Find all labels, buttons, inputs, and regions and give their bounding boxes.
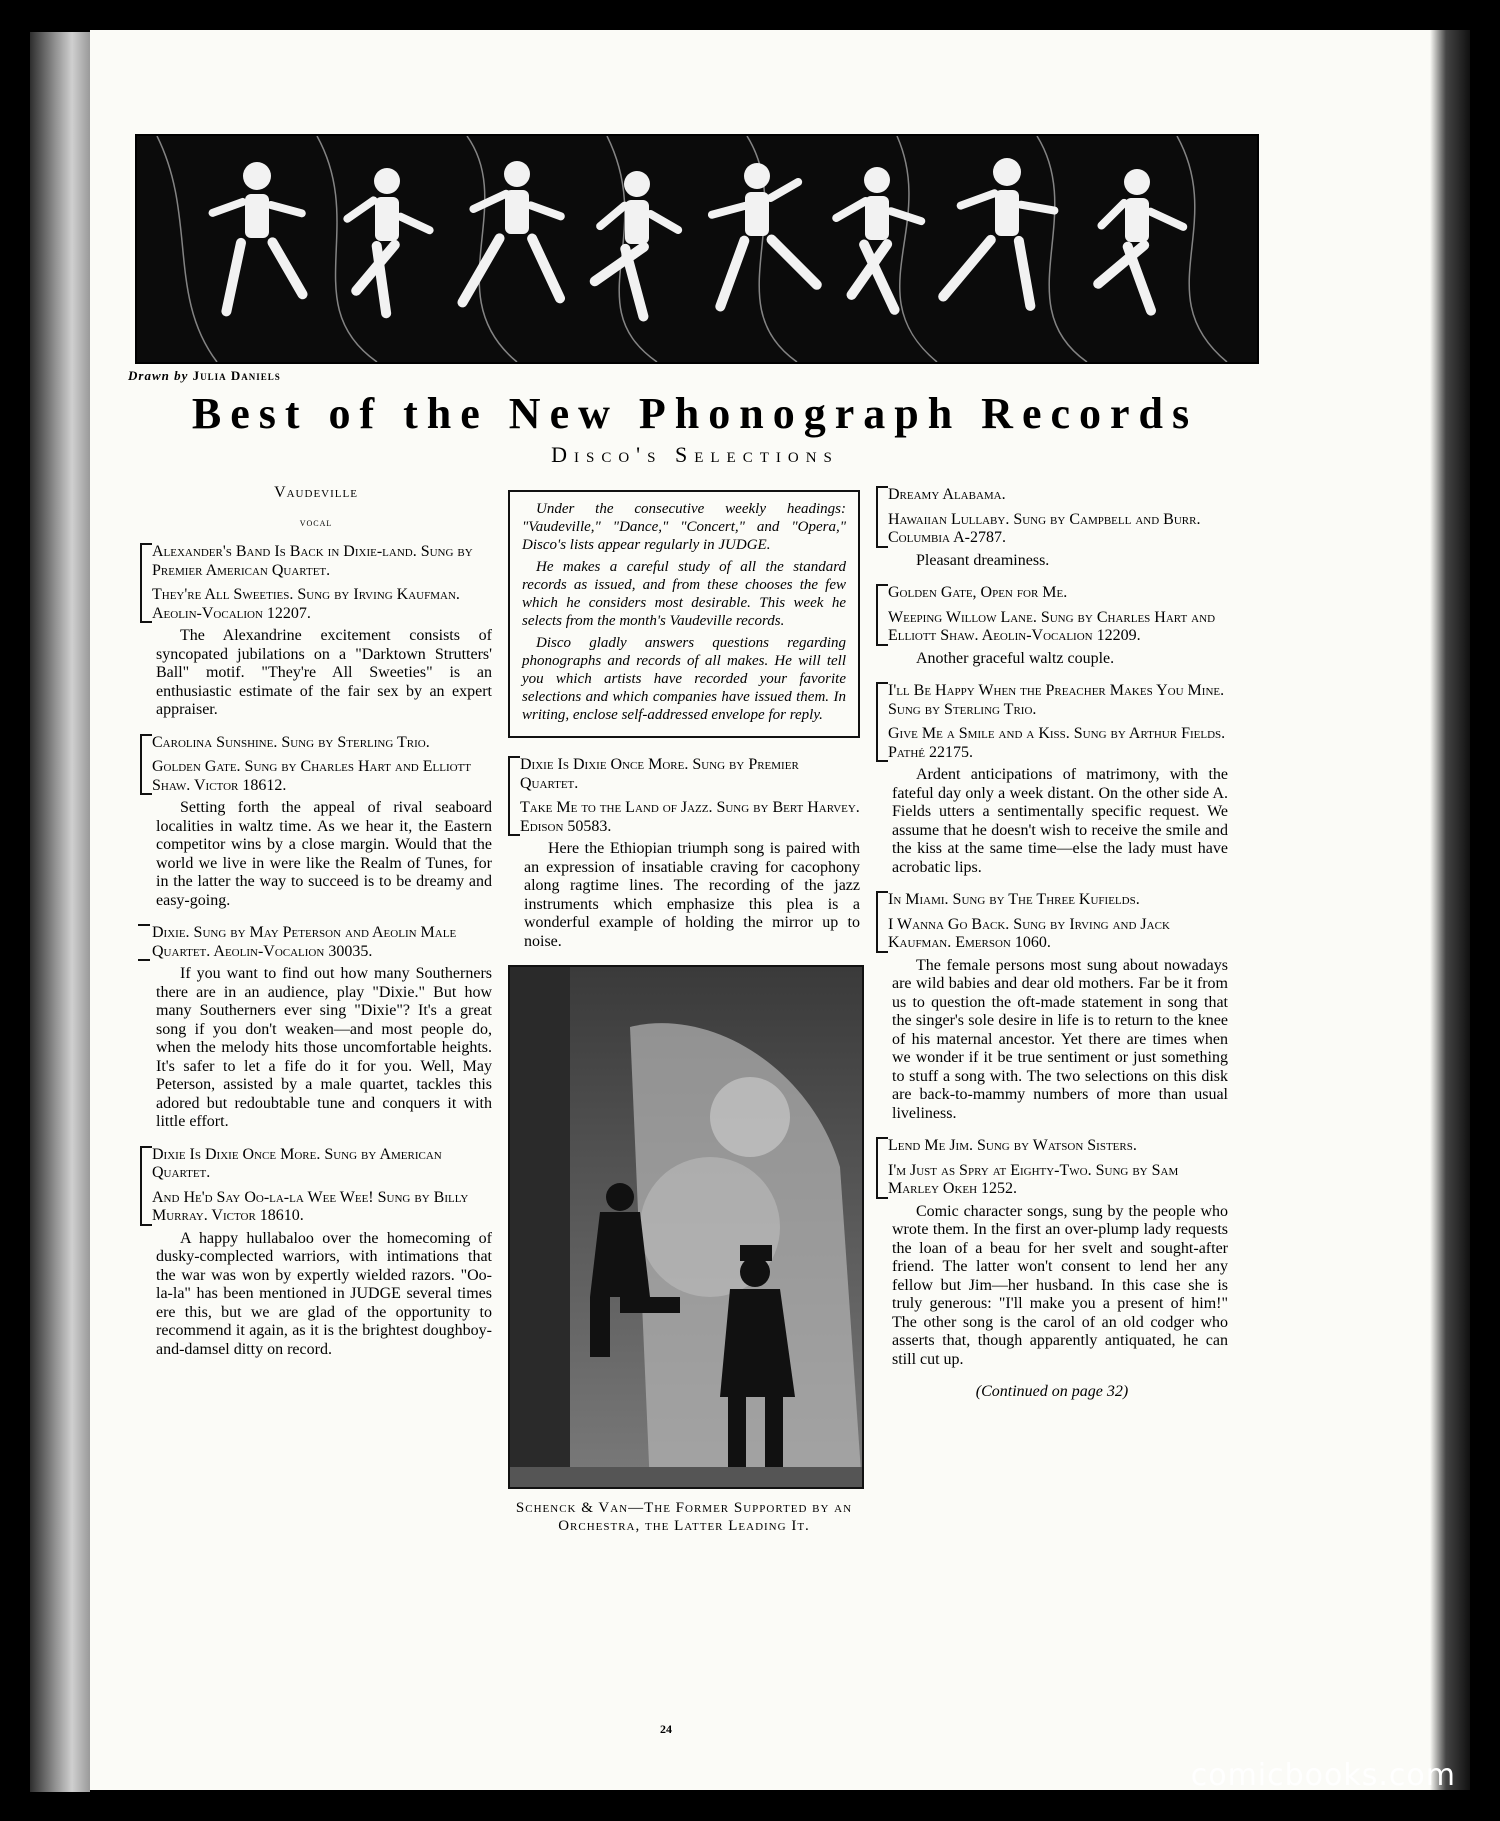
record-entry bbox=[876, 584, 1228, 646]
record-entry bbox=[876, 891, 1228, 953]
photo-caption: Schenck & Van—The Former Supported by an Orchestra, the Latter Leading It. bbox=[515, 1500, 853, 1534]
record-listing: I'm Just as Spry at Eighty-Two. Sung by Sam Marley Okeh 1252. bbox=[888, 1161, 1179, 1197]
record-listing: Dixie Is Dixie Once More. Sung by American Quartet. bbox=[152, 1145, 442, 1181]
credit-artist: Julia Daniels bbox=[192, 368, 281, 383]
record-entry bbox=[876, 1137, 1228, 1199]
record-review: If you want to find out how many Southerners there are in an audience, play "Dixie." But how many Southerners ever sing "Dixie"? It's a great song if you don't weaken—and most people do, when the melody hits those uncomfortable heights. It's safer to let a fife do it for you. Well, May Peterson, assisted by a male quartet, tackles this adored but redoubtable tune and conquers it with little effort. bbox=[156, 965, 492, 1130]
record-listing: Dreamy Alabama. bbox=[888, 486, 1006, 503]
record-entry bbox=[876, 486, 1228, 548]
book-binding bbox=[30, 32, 90, 1792]
record-review: Another graceful waltz couple. bbox=[916, 649, 1115, 667]
record-entry bbox=[140, 543, 492, 623]
record-listing: I'll Be Happy When the Preacher Makes You Mine. Sung by Sterling Trio. bbox=[888, 682, 1225, 718]
record-review: A happy hullabaloo over the homecoming of dusky-complected warriors, with intimations that the war was won by expertly wielded razors. "Oo-la-la" has been mentioned in JUDGE several times ere this, but we are glad of the opportunity to recommend it again, as it is the brightest doughboy-and-damsel ditty on record. bbox=[156, 1229, 492, 1358]
dancers-illustration bbox=[135, 134, 1259, 364]
record-listing: Take Me to the Land of Jazz. Sung by Bert Harvey. Edison 50583. bbox=[520, 799, 860, 835]
article-title: Best of the New Phonograph Records bbox=[191, 389, 1199, 438]
continued-note: (Continued on page 32) bbox=[975, 1383, 1129, 1400]
record-entry bbox=[140, 1146, 492, 1226]
column-right bbox=[876, 480, 1228, 1402]
record-listing: Lend Me Jim. Sung by Watson Sisters. bbox=[888, 1137, 1137, 1154]
record-listing: Weeping Willow Lane. Sung by Charles Hart and Elliott Shaw. Aeolin-Vocalion 12209. bbox=[888, 608, 1216, 644]
record-listing: Golden Gate, Open for Me. bbox=[888, 584, 1068, 601]
record-review: Setting forth the appeal of rival seaboard localities in waltz time. As we hear it, the Eastern competitor wins by a close margin. Would that the world we live in were like the Realm of Tunes, for in the latter the way to succeed is to be dreamy and easy-going. bbox=[156, 799, 492, 909]
record-review: Comic character songs, sung by the people who wrote them. In the first an over-plump lady requests the loan of a beau for her svelt and sought-after friend. The latter won't consent to lend her any fellow but Jim—her husband. In this case she is truly generous: "I'll make you a present of him!" The other song is the carol of an old codger who asserts that, though apparently antiquated, he can still cut up. bbox=[892, 1202, 1228, 1368]
credit-prefix: Drawn by bbox=[128, 368, 189, 383]
illustration-credit bbox=[128, 368, 281, 384]
performers-photo bbox=[508, 965, 864, 1489]
page-edge-shadow bbox=[1430, 30, 1470, 1790]
record-listing: And He'd Say Oo-la-la Wee Wee! Sung by Billy Murray. Victor 18610. bbox=[152, 1188, 469, 1224]
record-review: The female persons most sung about nowadays are wild babies and dear old mothers. Far be it from us to question the oft-made statement in song that the singer's sole desire in life is to return to the knee of his maternal ancestor. Yet there are times when we wonder if it be true sentiment or just something to stuff a song with. The two selections on this disk are back-to-mammy numbers of more than usual liveliness. bbox=[892, 956, 1228, 1122]
record-listing: I Wanna Go Back. Sung by Irving and Jack Kaufman. Emerson 1060. bbox=[888, 915, 1170, 951]
record-listing: Golden Gate. Sung by Charles Hart and Elliott Shaw. Victor 18612. bbox=[152, 758, 471, 794]
record-entry bbox=[140, 924, 492, 961]
note-paragraph: Under the consecutive weekly headings: "Vaudeville," "Dance," "Concert," and "Opera," Disco's lists appear regularly in JUDGE. bbox=[522, 501, 846, 553]
editor-note-box bbox=[508, 490, 860, 738]
record-review: Ardent anticipations of matrimony, with the fateful day only a week distant. On the other side A. Fields utters a sentimentally specific request. We assume that he doesn't wish to receive the smile and the kiss at the same time—else the lady must have acrobatic lips. bbox=[892, 766, 1228, 876]
record-listing: Alexander's Band Is Back in Dixie-land. Sung by Premier American Quartet. bbox=[152, 543, 473, 579]
section-subheading: vocal bbox=[299, 514, 333, 529]
record-review: The Alexandrine excitement consists of syncopated jubilations on a "Darktown Strutters' Ball" motif. "They're All Sweeties" is an enthusiastic estimate of the fair sex by an expert appraiser. bbox=[156, 627, 492, 718]
section-heading: Vaudeville bbox=[274, 484, 358, 501]
record-entry bbox=[876, 682, 1228, 762]
record-review: Pleasant dreaminess. bbox=[916, 551, 1050, 569]
record-listing: Dixie Is Dixie Once More. Sung by Premier Quartet. bbox=[520, 756, 799, 792]
page-number: 24 bbox=[660, 1722, 672, 1736]
record-entry bbox=[508, 756, 860, 836]
record-listing: Dixie. Sung by May Peterson and Aeolin Male Quartet. Aeolin-Vocalion 30035. bbox=[152, 924, 457, 960]
record-listing: Give Me a Smile and a Kiss. Sung by Arthur Fields. Pathé 22175. bbox=[888, 725, 1226, 761]
record-listing: Hawaiian Lullaby. Sung by Campbell and Burr. Columbia A-2787. bbox=[888, 510, 1201, 546]
record-listing: In Miami. Sung by The Three Kufields. bbox=[888, 891, 1140, 908]
record-listing: Carolina Sunshine. Sung by Sterling Trio. bbox=[152, 733, 430, 751]
note-paragraph: He makes a careful study of all the standard records as issued, and from these chooses the few which he considers most desirable. This week he selects from the month's Vaudeville records. bbox=[522, 559, 846, 629]
column-middle bbox=[508, 480, 860, 1535]
note-paragraph: Disco gladly answers questions regarding phonographs and records of all makes. He will tell you which artists have recorded your favorite selections and which companies have issued them. In writing, enclose self-addressed envelope for reply. bbox=[522, 635, 846, 723]
record-listing: They're All Sweeties. Sung by Irving Kaufman. Aeolin-Vocalion 12207. bbox=[152, 586, 460, 622]
record-review: Here the Ethiopian triumph song is paired with an expression of insatiable craving for cacophony along ragtime lines. The recording of the jazz instruments which emphasize this plea is a wonderful example of holding the mirror up to noise. bbox=[524, 840, 860, 950]
record-entry bbox=[140, 734, 492, 796]
article-subtitle: Disco's Selections bbox=[551, 442, 839, 467]
site-watermark: comicbooks.com bbox=[1190, 1758, 1456, 1793]
column-left bbox=[140, 480, 492, 1373]
